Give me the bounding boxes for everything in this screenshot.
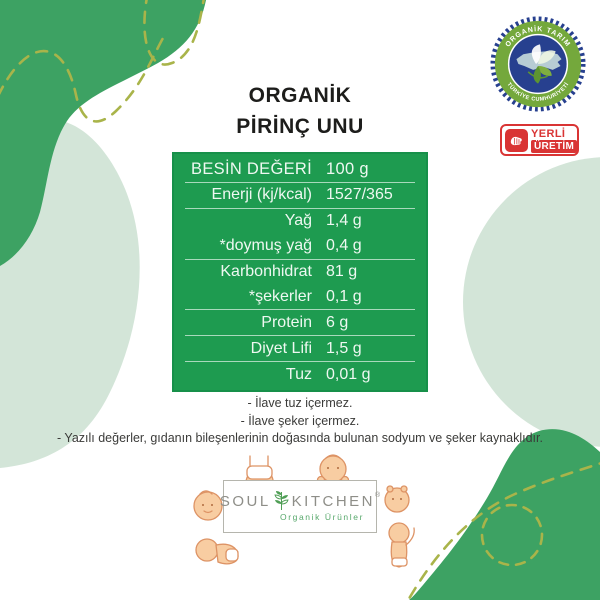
yerli-label: YERLİ: [531, 127, 566, 140]
uretim-label: ÜRETİM: [531, 140, 577, 153]
nutrition-value: 100 g: [326, 159, 369, 178]
nutrition-value: 81 g: [326, 263, 358, 280]
footnote-1: - İlave tuz içermez.: [247, 396, 353, 410]
badge-bottom-text: TÜRKİYE CUMHURİYETİ: [505, 81, 571, 103]
nutrition-row: [184, 362, 416, 387]
nutrition-label: Karbonhidrat: [220, 263, 312, 280]
nutrition-value: 0,4 g: [326, 237, 362, 255]
baby-bottom-left: [196, 539, 238, 564]
baby-left: [194, 491, 222, 520]
hand-icon: [505, 129, 528, 152]
product-title-line1: ORGANİK: [248, 84, 352, 107]
logo-subtitle: Organik Ürünler: [280, 512, 364, 522]
nutrition-label: Diyet Lifi: [250, 339, 312, 357]
baby-right-pigtails: [385, 486, 409, 512]
nutrition-label: Protein: [261, 313, 312, 331]
footnote-3: - Yazılı değerler, gıdanın bileşenlerinin doğasında bulunan sodyum ve şeker kaynaklıdır.: [57, 431, 543, 445]
nutrition-row: [184, 310, 416, 335]
nutrition-label: Yağ: [284, 212, 312, 230]
nutrition-label: *doymuş yağ: [219, 237, 312, 255]
product-title-line2: PİRİNÇ UNU: [236, 115, 364, 138]
nutrition-row: [184, 284, 416, 309]
badge-top-text: ORGANİK TARIM: [504, 26, 572, 49]
nutrition-value: 1527/365: [326, 186, 393, 204]
nutrition-label: Tuz: [285, 365, 312, 383]
baby-right-standing: [389, 523, 414, 567]
registered-mark: ®: [375, 491, 381, 499]
nutrition-row: [184, 183, 416, 208]
logo-word-kitchen: KITCHEN: [291, 492, 376, 510]
nutrition-table: [172, 152, 428, 392]
nutrition-value: 0,01 g: [326, 365, 371, 383]
nutrition-row: [184, 336, 416, 361]
nutrition-row: [184, 234, 416, 259]
green-bottomright-blob: [409, 429, 600, 600]
organic-tarim-badge: [489, 15, 587, 113]
brand-logo: [219, 480, 381, 533]
footnote-2: - İlave şeker içermez.: [240, 413, 360, 428]
nutrition-label: BESİN DEĞERİ: [191, 159, 312, 178]
nutrition-value: 1,5 g: [326, 339, 362, 357]
nutrition-label: Enerji (kj/kcal): [211, 186, 312, 204]
nutrition-value: 6 g: [326, 313, 349, 331]
leaf-icon: [274, 491, 289, 511]
nutrition-row: [184, 260, 416, 285]
yerli-uretim-badge: [500, 124, 579, 156]
nutrition-header-row: [184, 157, 416, 182]
nutrition-label: *şekerler: [248, 287, 312, 305]
nutrition-value: 1,4 g: [326, 212, 362, 230]
nutrition-row: [184, 209, 416, 234]
footnotes: [0, 395, 600, 448]
logo-word-soul: SOUL: [219, 492, 271, 510]
nutrition-value: 0,1 g: [326, 287, 362, 305]
